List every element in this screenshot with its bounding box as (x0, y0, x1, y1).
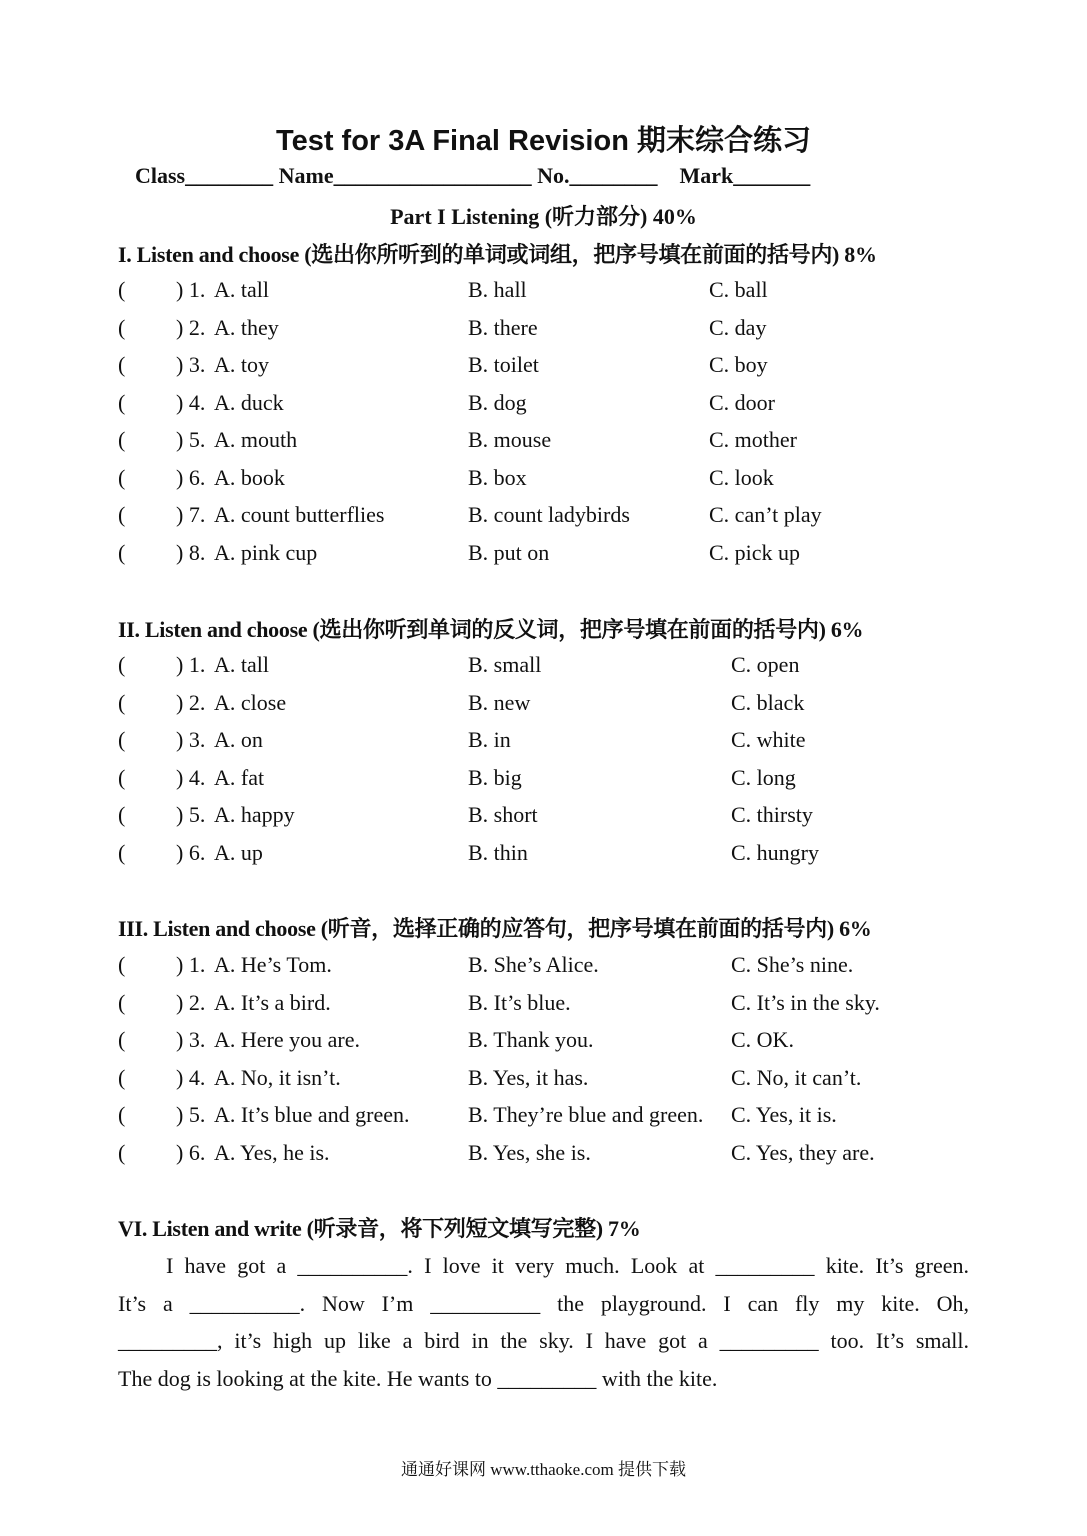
question-number: ) 6. (176, 464, 206, 490)
option-b: B. It’s blue. (468, 989, 571, 1015)
option-b: B. dog (468, 389, 527, 415)
section-heading: III. Listen and choose (听音，选择正确的应答句，把序号填在前面的括号内) 6% (118, 916, 872, 941)
option-c: C. No, it can’t. (731, 1064, 862, 1090)
option-c: C. open (731, 652, 800, 677)
question-row (118, 315, 998, 345)
option-a: A. book (214, 464, 285, 490)
option-b: B. toilet (468, 352, 539, 377)
option-c: C. can’t play (709, 502, 822, 527)
option-c: C. door (709, 389, 775, 415)
answer-paren: ( (118, 989, 126, 1015)
option-b: B. put on (468, 539, 550, 565)
question-number: ) 2. (176, 689, 206, 715)
option-c: C. hungry (731, 839, 819, 865)
answer-paren: ( (118, 464, 126, 490)
option-b: B. Yes, it has. (468, 1064, 589, 1090)
question-row (118, 277, 998, 307)
option-b: B. big (468, 764, 522, 790)
question-number: ) 2. (176, 989, 206, 1015)
option-c: C. boy (709, 352, 768, 377)
question-row (118, 802, 998, 832)
option-b: B. Thank you. (468, 1027, 594, 1052)
answer-paren: ( (118, 689, 126, 715)
answer-paren: ( (118, 652, 126, 677)
option-c: C. day (709, 314, 767, 340)
option-a: A. duck (214, 389, 284, 415)
option-a: A. close (214, 689, 287, 715)
option-c: C. Yes, it is. (731, 1102, 837, 1127)
question-row (118, 1065, 998, 1095)
option-c: C. ball (709, 277, 768, 302)
page-title: Test for 3A Final Revision 期末综合练习 (276, 125, 811, 157)
option-a: A. toy (214, 352, 269, 377)
answer-paren: ( (118, 839, 126, 865)
question-number: ) 5. (176, 427, 206, 452)
option-c: C. look (709, 464, 774, 490)
option-a: A. up (214, 839, 263, 865)
question-number: ) 1. (176, 652, 206, 677)
question-number: ) 3. (176, 1027, 206, 1052)
answer-paren: ( (118, 352, 126, 377)
question-number: ) 5. (176, 802, 206, 827)
answer-paren: ( (118, 764, 126, 790)
question-row (118, 990, 998, 1020)
option-c: C. black (731, 689, 805, 715)
question-number: ) 4. (176, 1064, 206, 1090)
option-a: A. tall (214, 652, 269, 677)
question-row (118, 840, 998, 870)
option-a: A. count butterflies (214, 502, 385, 527)
answer-paren: ( (118, 389, 126, 415)
question-number: ) 6. (176, 839, 206, 865)
question-row (118, 690, 998, 720)
passage-line: The dog is looking at the kite. He wants to _________ with the kite. (118, 1366, 718, 1392)
question-row (118, 390, 998, 420)
option-a: A. tall (214, 277, 269, 302)
option-a: A. It’s blue and green. (214, 1102, 410, 1127)
answer-paren: ( (118, 802, 126, 827)
answer-paren: ( (118, 427, 126, 452)
option-c: C. pick up (709, 539, 801, 565)
student-info-line: Class________ Name__________________ No.________ Mark_______ (135, 163, 811, 188)
option-b: B. She’s Alice. (468, 952, 599, 977)
option-c: C. mother (709, 427, 797, 452)
passage-line: _________, it’s high up like a bird in the sky. I have got a _________ too. It’s small. (118, 1328, 969, 1354)
question-row (118, 1140, 998, 1170)
question-row (118, 765, 998, 795)
option-b: B. hall (468, 277, 527, 302)
question-row (118, 465, 998, 495)
answer-paren: ( (118, 727, 126, 752)
answer-paren: ( (118, 1139, 126, 1165)
answer-paren: ( (118, 1027, 126, 1052)
option-c: C. white (731, 727, 806, 752)
question-number: ) 8. (176, 539, 206, 565)
question-row (118, 502, 998, 532)
option-a: A. happy (214, 802, 295, 827)
option-c: C. It’s in the sky. (731, 989, 880, 1015)
question-number: ) 4. (176, 389, 206, 415)
option-b: B. count ladybirds (468, 502, 630, 527)
option-a: A. pink cup (214, 539, 318, 565)
answer-paren: ( (118, 952, 126, 977)
question-row (118, 727, 998, 757)
option-a: A. It’s a bird. (214, 989, 331, 1015)
question-row (118, 952, 998, 982)
option-c: C. thirsty (731, 802, 813, 827)
option-b: B. box (468, 464, 527, 490)
question-number: ) 3. (176, 352, 206, 377)
question-number: ) 5. (176, 1102, 206, 1127)
option-b: B. in (468, 727, 511, 752)
option-a: A. on (214, 727, 263, 752)
question-row (118, 1102, 998, 1132)
passage (118, 1247, 969, 1398)
option-a: A. Yes, he is. (214, 1139, 330, 1165)
option-b: B. They’re blue and green. (468, 1102, 704, 1127)
option-b: B. small (468, 652, 542, 677)
answer-paren: ( (118, 1064, 126, 1090)
answer-paren: ( (118, 277, 126, 302)
option-b: B. thin (468, 839, 528, 865)
answer-paren: ( (118, 1102, 126, 1127)
option-c: C. Yes, they are. (731, 1139, 875, 1165)
option-a: A. fat (214, 764, 265, 790)
option-a: A. He’s Tom. (214, 952, 332, 977)
option-a: A. they (214, 314, 279, 340)
option-b: B. Yes, she is. (468, 1139, 591, 1165)
passage-line: I have got a __________. I love it very much. Look at _________ kite. It’s green. (166, 1253, 969, 1278)
answer-paren: ( (118, 314, 126, 340)
question-number: ) 7. (176, 502, 206, 527)
part-heading: Part I Listening (听力部分) 40% (390, 204, 697, 229)
footer: 通通好课网 www.tthaoke.com 提供下载 (400, 1460, 687, 1479)
question-number: ) 1. (176, 952, 206, 977)
option-c: C. She’s nine. (731, 952, 854, 977)
option-c: C. long (731, 764, 796, 790)
passage-line: It’s a __________. Now I’m __________ the playground. I can fly my kite. Oh, (118, 1290, 969, 1316)
question-number: ) 1. (176, 277, 206, 302)
question-number: ) 3. (176, 727, 206, 752)
option-b: B. there (468, 314, 538, 340)
option-b: B. mouse (468, 427, 552, 452)
question-number: ) 4. (176, 764, 206, 790)
section-heading: I. Listen and choose (选出你所听到的单词或词组，把序号填在前面的括号内) 8% (118, 242, 877, 267)
question-number: ) 2. (176, 314, 206, 340)
question-row (118, 652, 998, 682)
question-row (118, 540, 998, 570)
question-number: ) 6. (176, 1139, 206, 1165)
option-a: A. mouth (214, 427, 298, 452)
answer-paren: ( (118, 539, 126, 565)
option-c: C. OK. (731, 1027, 794, 1052)
question-row (118, 352, 998, 382)
option-b: B. short (468, 802, 538, 827)
option-a: A. No, it isn’t. (214, 1064, 341, 1090)
section-heading: II. Listen and choose (选出你听到单词的反义词，把序号填在前面的括号内) 6% (118, 617, 864, 642)
option-b: B. new (468, 689, 531, 715)
question-row (118, 1027, 998, 1057)
section-heading: VI. Listen and write (听录音，将下列短文填写完整) 7% (118, 1216, 641, 1241)
question-row (118, 427, 998, 457)
answer-paren: ( (118, 502, 126, 527)
option-a: A. Here you are. (214, 1027, 360, 1052)
